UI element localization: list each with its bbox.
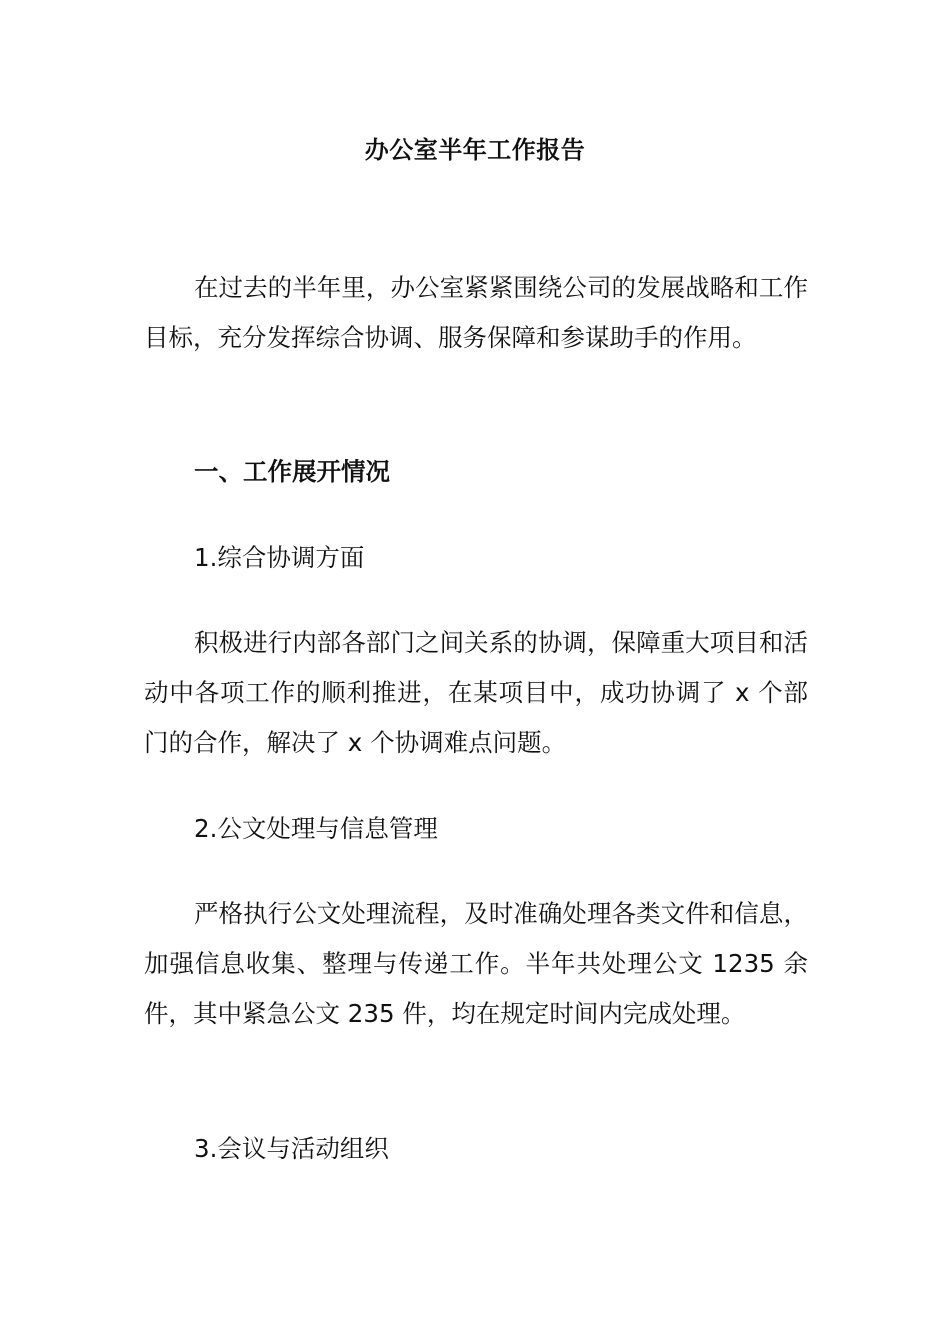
subheading-coordination: 1.综合协调方面 [194, 543, 365, 572]
subheading-meetings-events: 3.会议与活动组织 [194, 1134, 389, 1163]
document-title: 办公室半年工作报告 [364, 136, 586, 164]
section-heading-work-progress: 一、工作展开情况 [194, 457, 390, 486]
coordination-paragraph: 积极进行内部各部门之间关系的协调，保障重大项目和活动中各项工作的顺利推进，在某项目中，成功协调了 x 个部门的合作，解决了 x 个协调难点问题。 [144, 628, 808, 757]
document-handling-paragraph: 严格执行公文处理流程，及时准确处理各类文件和信息，加强信息收集、整理与传递工作。半年共处理公文 1235 余件，其中紧急公文 235 件，均在规定时间内完成处理。 [144, 899, 808, 1028]
intro-paragraph: 在过去的半年里，办公室紧紧围绕公司的发展战略和工作目标，充分发挥综合协调、服务保障和参谋助手的作用。 [144, 273, 808, 352]
subheading-document-handling: 2.公文处理与信息管理 [194, 814, 438, 843]
